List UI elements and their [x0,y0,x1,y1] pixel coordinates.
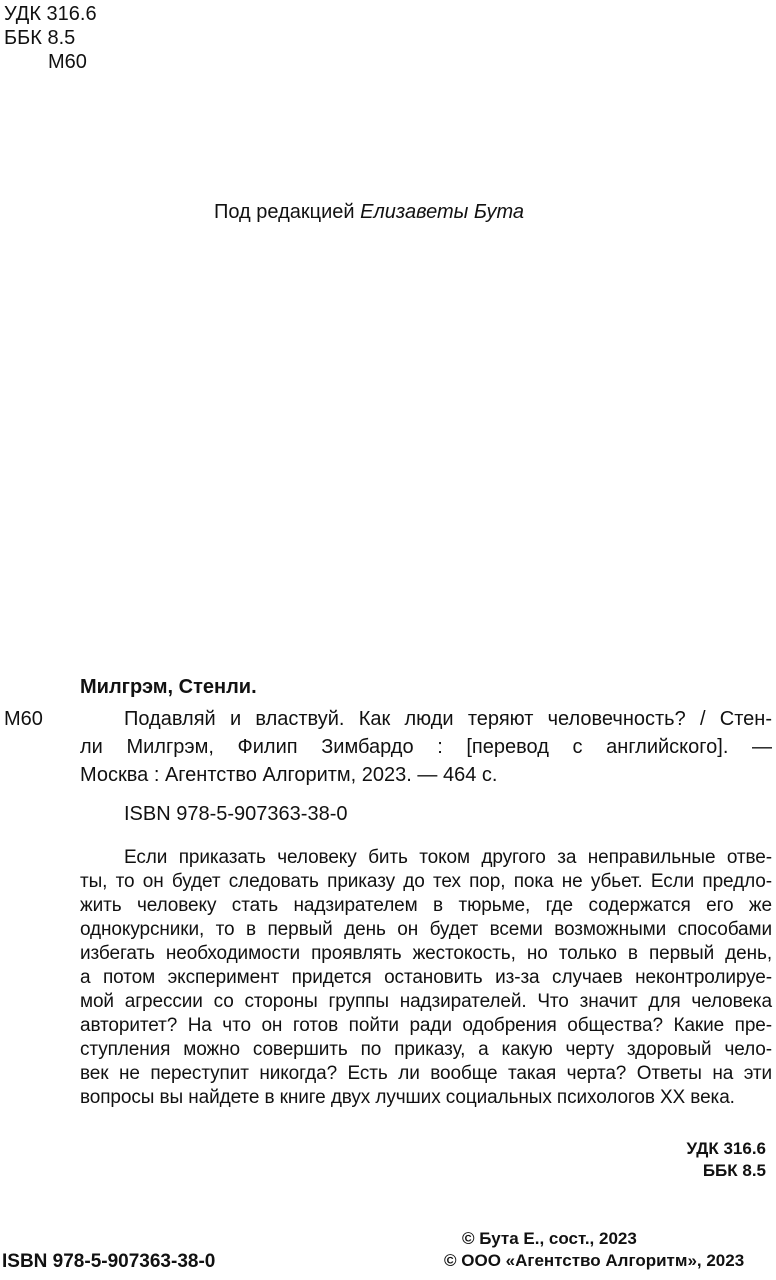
author-code-side: М60 [4,708,43,730]
copyright-compiler: © Бута Е., сост., 2023 [462,1229,637,1248]
bbk-right: ББК 8.5 [702,1161,766,1180]
abstract-line: ступления можно совершить по приказу, а какую черту здоровый чело- [80,1039,772,1060]
biblio-author: Милгрэм, Стенли. [80,676,257,698]
abstract-line: жить человеку стать надзирателем в тюрьме, где содержатся его же [80,895,772,916]
abstract-line: ты, то он будет следовать приказу до тех пор, пока не убьет. Если предло- [80,871,772,892]
editor-line [214,200,524,224]
abstract-line: однокурсники, то в первый день он будет всеми возможными способами [80,919,772,940]
editor-prefix: Под редакцией [214,201,355,223]
bbk-top: ББК 8.5 [4,27,76,49]
isbn-middle: ISBN 978-5-907363-38-0 [124,803,348,825]
abstract-line: век не переступит никогда? Есть ли вообще такая черта? Ответы на эти [80,1063,772,1084]
udk-right: УДК 316.6 [686,1139,766,1158]
abstract-line: авторитет? На что он готов пойти ради одобрения общества? Какие пре- [80,1015,772,1036]
copyright-publisher: © ООО «Агентство Алгоритм», 2023 [444,1251,745,1270]
editor-name: Елизаветы Бута [360,201,525,223]
biblio-line-1: Подавляй и властвуй. Как люди теряют человечность? / Стен- [124,708,772,730]
abstract-line: избегать необходимости проявлять жестокость, но только в первый день, [80,943,772,964]
author-code-top: М60 [48,51,87,73]
isbn-bottom: ISBN 978-5-907363-38-0 [2,1251,216,1272]
abstract-line: Если приказать человеку бить током другого за неправильные отве- [124,847,772,868]
udk-top: УДК 316.6 [4,3,97,25]
abstract-line: мой агрессии со стороны группы надзирателей. Что значит для человека [80,991,772,1012]
biblio-line-3: Москва : Агентство Алгоритм, 2023. — 464 с. [80,764,498,786]
abstract-line: вопросы вы найдете в книге двух лучших социальных психологов XX века. [80,1087,735,1108]
abstract-line: а потом эксперимент придется остановить из-за случаев неконтролируе- [80,967,772,988]
biblio-line-2: ли Милгрэм, Филип Зимбардо : [перевод с английского]. — [80,736,772,758]
